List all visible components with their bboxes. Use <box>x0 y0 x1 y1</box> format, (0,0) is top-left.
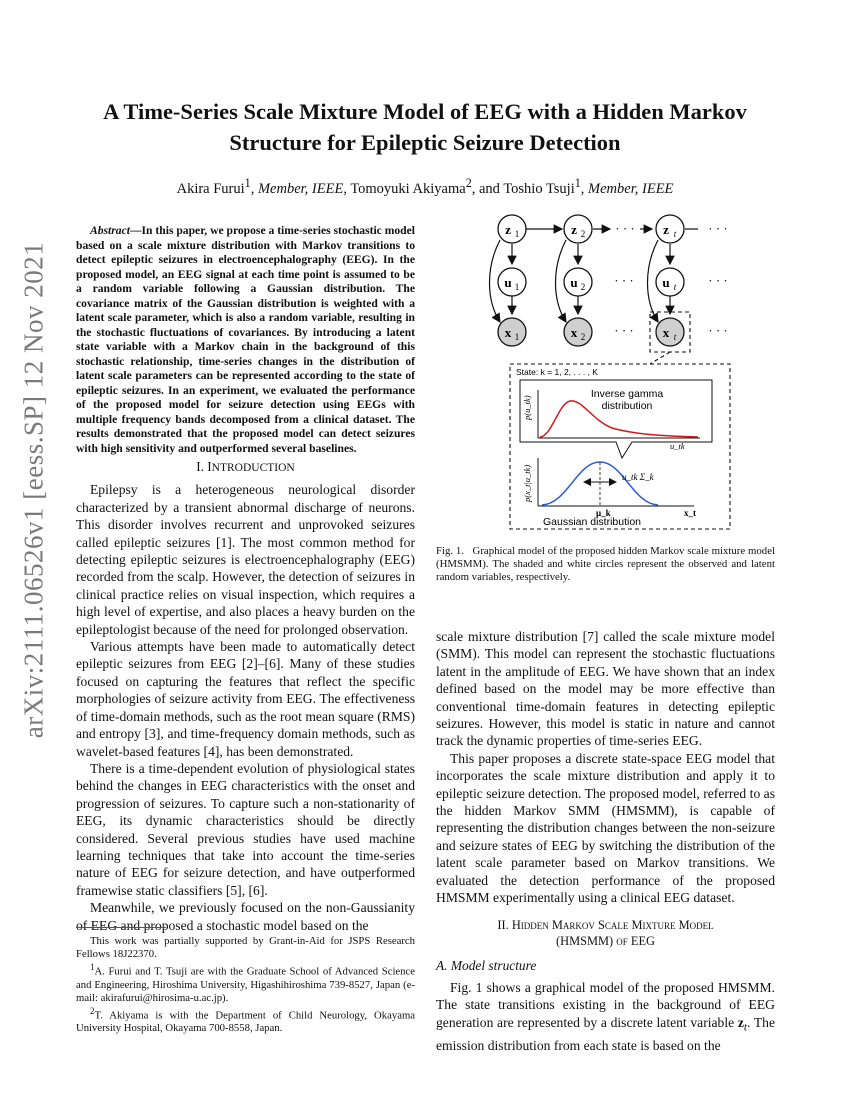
section-title-line: (HMSMM) of EEG <box>556 933 655 948</box>
paragraph: This paper proposes a discrete state-space EEG model that incorporates the scale mixture distribution and apply it to epileptic seizure detection. The proposed model, referred to as the hidden Markov SMM (HMSMM), is capable of representing the distribution changes between the non-seizure and seizure states of EEG by switching the distribution of the latent scale parameter based on Markov transitions. We evaluated the detection performance of the proposed HMSMM experimentally using a clinical EEG dataset. <box>436 750 775 906</box>
right-column <box>436 628 775 1054</box>
ellipsis: · · · <box>614 323 634 338</box>
section-heading-introduction <box>76 458 415 477</box>
paper-title <box>80 96 770 158</box>
node-subscript: t <box>673 332 677 342</box>
subsection-heading: A. Model structure <box>436 957 537 973</box>
node-label: x <box>570 325 578 340</box>
gauss-y-label: p(x_t|u_tk) <box>522 464 532 502</box>
graphical-model-diagram <box>472 212 757 532</box>
node-label: u <box>570 275 578 290</box>
section-title-rest: NTRODUCTION <box>211 462 295 474</box>
abstract <box>76 224 415 456</box>
footnote-mark: 1 <box>90 962 95 972</box>
ellipsis: · · · <box>708 273 728 288</box>
abstract-label: Abstract <box>90 224 130 237</box>
footnote-funding: This work was partially supported by Grant-in-Aid for JSPS Research Fellows 18J22370. <box>76 935 415 960</box>
footnote-mark: 2 <box>90 1005 95 1016</box>
math-variable: z <box>737 1014 744 1030</box>
author-name: Toshio Tsuji <box>503 180 575 197</box>
mean-label: μ_k <box>596 508 611 518</box>
section-number: I. <box>196 459 204 474</box>
separator: , <box>580 180 589 197</box>
paragraph: Meanwhile, we previously focused on the non-Gaussianity of EEG and proposed a stochastic model based on the <box>76 900 415 933</box>
state-label: State: k = 1, 2, . . . , K <box>516 367 598 377</box>
abstract-text: In this paper, we propose a time-series stochastic model based on a scale mixture distribution with Markov transitions to detect epileptic seizures in electroencephalography (EEG). In the proposed model, an EEG signal at each time point is assumed to be a random variable following a Gaussian distribution. The covariance matrix of the Gaussian distribution is weighted with a latent scale parameter, which is also a random variable, resulting in the stochastic fluctuations of covariances. By introducing a latent state variable with a Markov chain in the background of this stochastic relationship, time-series changes in the distribution of latent scale parameters can be represented according to the state of epileptic seizures. In an experiment, we evaluated the performance of the proposed model for seizure detection using EEGs with multiple frequency bands decomposed from a clinical dataset. The results demonstrated that the proposed model can detect seizures with high sensitivity and outperformed several baselines. <box>76 224 415 455</box>
gamma-y-label: p(u_tk) <box>522 395 532 420</box>
paragraph-text: . The emission distribution from each state is based on the <box>436 1014 775 1053</box>
caption-text: Graphical model of the proposed hidden Markov scale mixture model (HMSMM). The shaded and white circles represent the observed and latent random variables, respectively. <box>436 545 775 583</box>
affiliation-mark: 1 <box>244 176 251 190</box>
paragraph: Epilepsy is a heterogeneous neurological disorder characterized by a transient abnormal discharge of neurons. This disorder involves recurrent and unprovoked seizures called epileptic seizures [1]. The most common method for detecting epileptic seizures is electroencephalography (EEG) recorded from the scalp. However, the detection of seizures in clinical practice relies on visual inspection, which requires a high level of expertise, and also places a heavy burden on the epileptologist because of the need for prolonged observation. <box>76 482 415 637</box>
footnote-affiliation-1 <box>76 961 415 1005</box>
latent-state-node <box>656 215 684 243</box>
node-label: z <box>663 222 669 237</box>
author-role: Member, IEEE <box>257 180 344 197</box>
math-subscript: t <box>743 1021 748 1034</box>
ellipsis: · · · <box>614 273 634 288</box>
latent-state-node <box>564 215 592 243</box>
author-list <box>80 176 770 198</box>
zoom-connector <box>650 352 670 364</box>
caption-label: Fig. 1. <box>436 545 465 557</box>
arxiv-identifier <box>8 241 60 739</box>
affiliation-mark: 2 <box>465 176 472 190</box>
paragraph: scale mixture distribution [7] called the scale mixture model (SMM). This model can represent the stochastic fluctuations latent in the amplitude of EEG. We have shown that an index defined based on the model may be more effective than conventional time-domain features in detecting epileptic seizures. However, this model is static in nature and cannot track the dynamic properties of time-series EEG. <box>436 629 775 749</box>
arxiv-id-text: arXiv:2111.06526v1 [eess.SP] 12 Nov 2021 <box>18 241 49 739</box>
title-line-2: Structure for Epileptic Seizure Detection <box>229 130 621 155</box>
gamma-x-label: u_tk <box>670 441 685 451</box>
left-column <box>76 224 415 934</box>
node-label: x <box>662 325 670 340</box>
section-title-line: II. Hidden Markov Scale Mixture Model <box>497 917 714 932</box>
section-title-initial: I <box>207 459 212 474</box>
covariance-label: u_tk Σ_k <box>622 472 654 482</box>
author-role: Member, IEEE <box>588 180 674 197</box>
abstract-dash: — <box>129 224 142 237</box>
gamma-label: distribution <box>601 400 653 412</box>
gamma-label: Inverse gamma <box>590 388 664 400</box>
observed-eeg-node <box>656 318 684 346</box>
node-label: x <box>504 325 512 340</box>
node-label: z <box>571 222 577 237</box>
latent-scale-node <box>656 268 684 296</box>
separator: , and <box>471 180 504 197</box>
observed-eeg-node <box>498 318 526 346</box>
figure-caption <box>436 545 775 584</box>
node-subscript: 2 <box>580 229 586 239</box>
node-subscript: 1 <box>514 332 520 342</box>
ellipsis: · · · <box>708 221 728 236</box>
node-subscript: 2 <box>580 332 586 342</box>
title-line-1: A Time-Series Scale Mixture Model of EEG with a Hidden Markov <box>103 99 747 124</box>
figure-1 <box>472 212 757 532</box>
affiliation-mark: 1 <box>574 176 581 190</box>
paragraph <box>436 979 775 1054</box>
ellipsis: · · · <box>708 323 728 338</box>
footnote-rule <box>76 927 166 928</box>
node-label: u <box>662 275 670 290</box>
footnote-affiliation-2 <box>76 1005 415 1036</box>
node-subscript: 1 <box>514 229 520 239</box>
separator: , <box>343 180 351 197</box>
paragraph: There is a time-dependent evolution of physiological states behind the changes in EEG characteristics with the onset and progression of seizures. To capture such a non-stationarity of EEG, its dynamic characteristics should be directly considered. Several previous studies have used machine learning techniques that take into account the time-series nature of EEG for seizure detection, and have outperformed framewise static classifiers [5], [6]. <box>76 760 415 898</box>
author-name: Akira Furui <box>176 180 245 197</box>
latent-scale-node <box>498 268 526 296</box>
section-heading-hmsmm <box>436 917 775 949</box>
footnotes <box>76 935 415 1035</box>
node-label: z <box>505 222 511 237</box>
introduction-section <box>76 458 415 934</box>
paragraph: Various attempts have been made to automatically detect epileptic seizures from EEG [2]–[6]. Many of these studies focused on capturing the features that reflect the specific morphologies of seizure activity from EEG. The effectiveness of time-domain methods, such as the root mean square (RMS) and entropy [3], and time-frequency domain methods, such as wavelet-based features [4], has been demonstrated. <box>76 639 415 759</box>
separator: , <box>250 180 258 197</box>
latent-scale-node <box>564 268 592 296</box>
node-subscript: 1 <box>514 282 520 292</box>
node-label: u <box>504 275 512 290</box>
paragraph-text: Fig. 1 shows a graphical model of the proposed HMSMM. The state transitions existing in the background of EEG generation are represented by a discrete latent variable <box>436 979 775 1030</box>
observed-eeg-node <box>564 318 592 346</box>
footnote-text: T. Akiyama is with the Department of Child Neurology, Okayama University Hospital, Okayama 700-8558, Japan. <box>76 1009 415 1035</box>
gaussian-label: Gaussian distribution <box>542 516 642 528</box>
node-subscript: t <box>673 229 677 239</box>
node-subscript: t <box>673 282 677 292</box>
author-name: Tomoyuki Akiyama <box>350 180 466 197</box>
node-subscript: 2 <box>580 282 586 292</box>
ellipsis: · · · <box>615 221 635 236</box>
gauss-x-label: x_t <box>684 508 696 518</box>
footnote-text: A. Furui and T. Tsuji are with the Graduate School of Advanced Science and Engineering, Hiroshima University, Higashihiroshima 739-8527, Japan (e-mail: akirafurui@hirosima-u.ac.jp). <box>76 965 415 1004</box>
latent-state-node <box>498 215 526 243</box>
